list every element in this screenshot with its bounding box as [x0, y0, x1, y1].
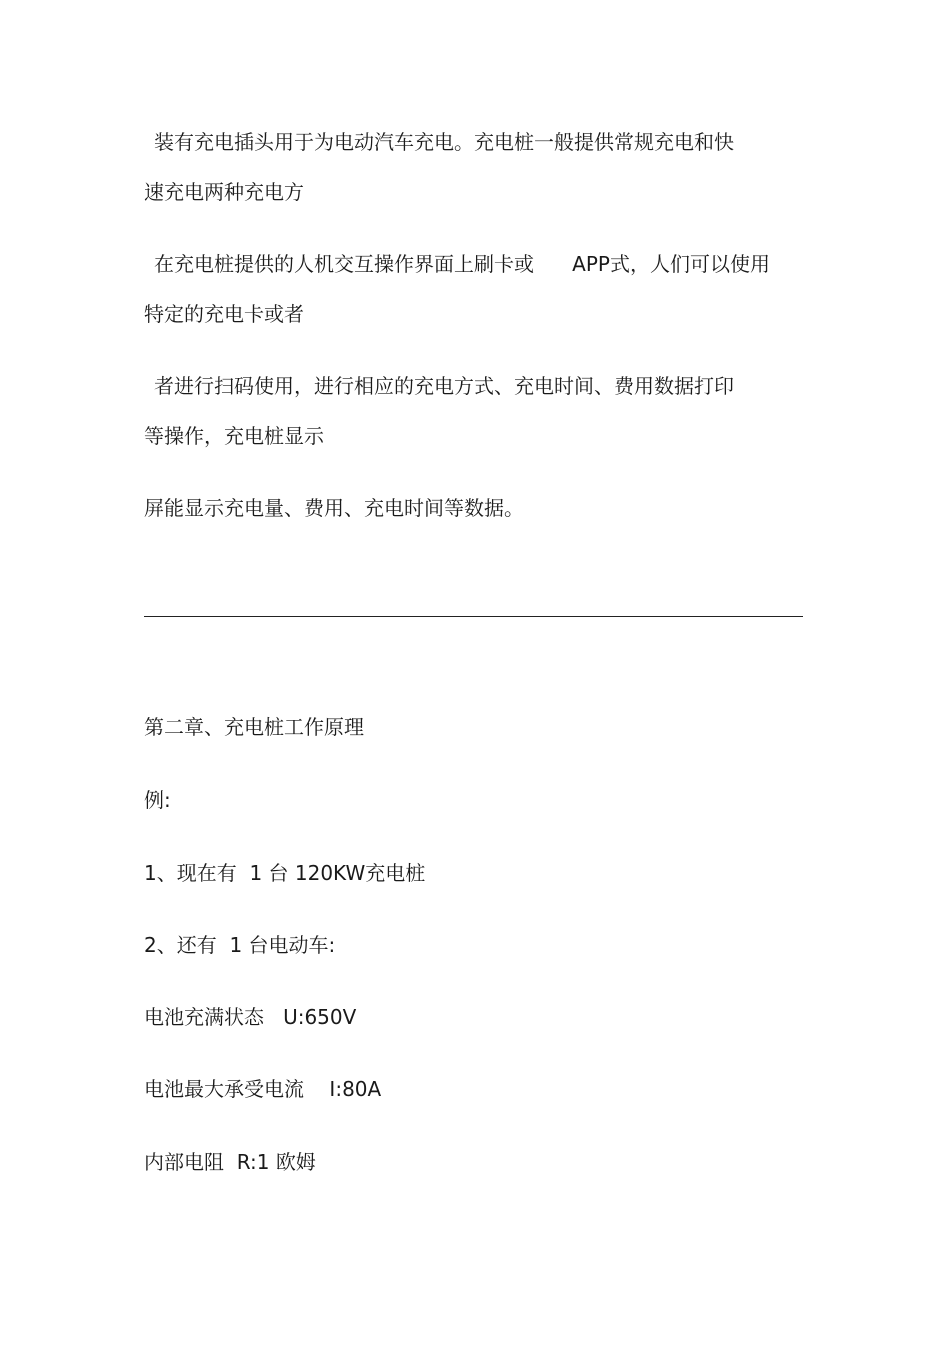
example-label: 例: — [144, 788, 171, 812]
list-item-2: 2、还有 1 台电动车: — [144, 933, 336, 957]
paragraph-line-5: 者进行扫码使用，进行相应的充电方式、充电时间、费用数据打印 — [154, 374, 734, 398]
spec-max-current: 电池最大承受电流 I:80A — [144, 1077, 382, 1101]
paragraph-line-6: 等操作，充电桩显示 — [144, 424, 324, 448]
spec-battery-voltage: 电池充满状态 U:650V — [144, 1005, 357, 1029]
chapter-title: 第二章、充电桩工作原理 — [144, 715, 364, 739]
paragraph-line-4: 特定的充电卡或者 — [144, 302, 304, 326]
paragraph-line-3: 在充电桩提供的人机交互操作界面上刷卡或 APP式，人们可以使用 — [154, 252, 770, 276]
paragraph-line-1: 装有充电插头用于为电动汽车充电。充电桩一般提供常规充电和快 — [154, 130, 734, 154]
list-item-1: 1、现在有 1 台 120KW充电桩 — [144, 861, 426, 885]
paragraph-line-2: 速充电两种充电方 — [144, 180, 304, 204]
spec-internal-resistance: 内部电阻 R:1 欧姆 — [144, 1150, 316, 1174]
horizontal-divider — [144, 616, 803, 617]
paragraph-line-7: 屏能显示充电量、费用、充电时间等数据。 — [144, 496, 524, 520]
